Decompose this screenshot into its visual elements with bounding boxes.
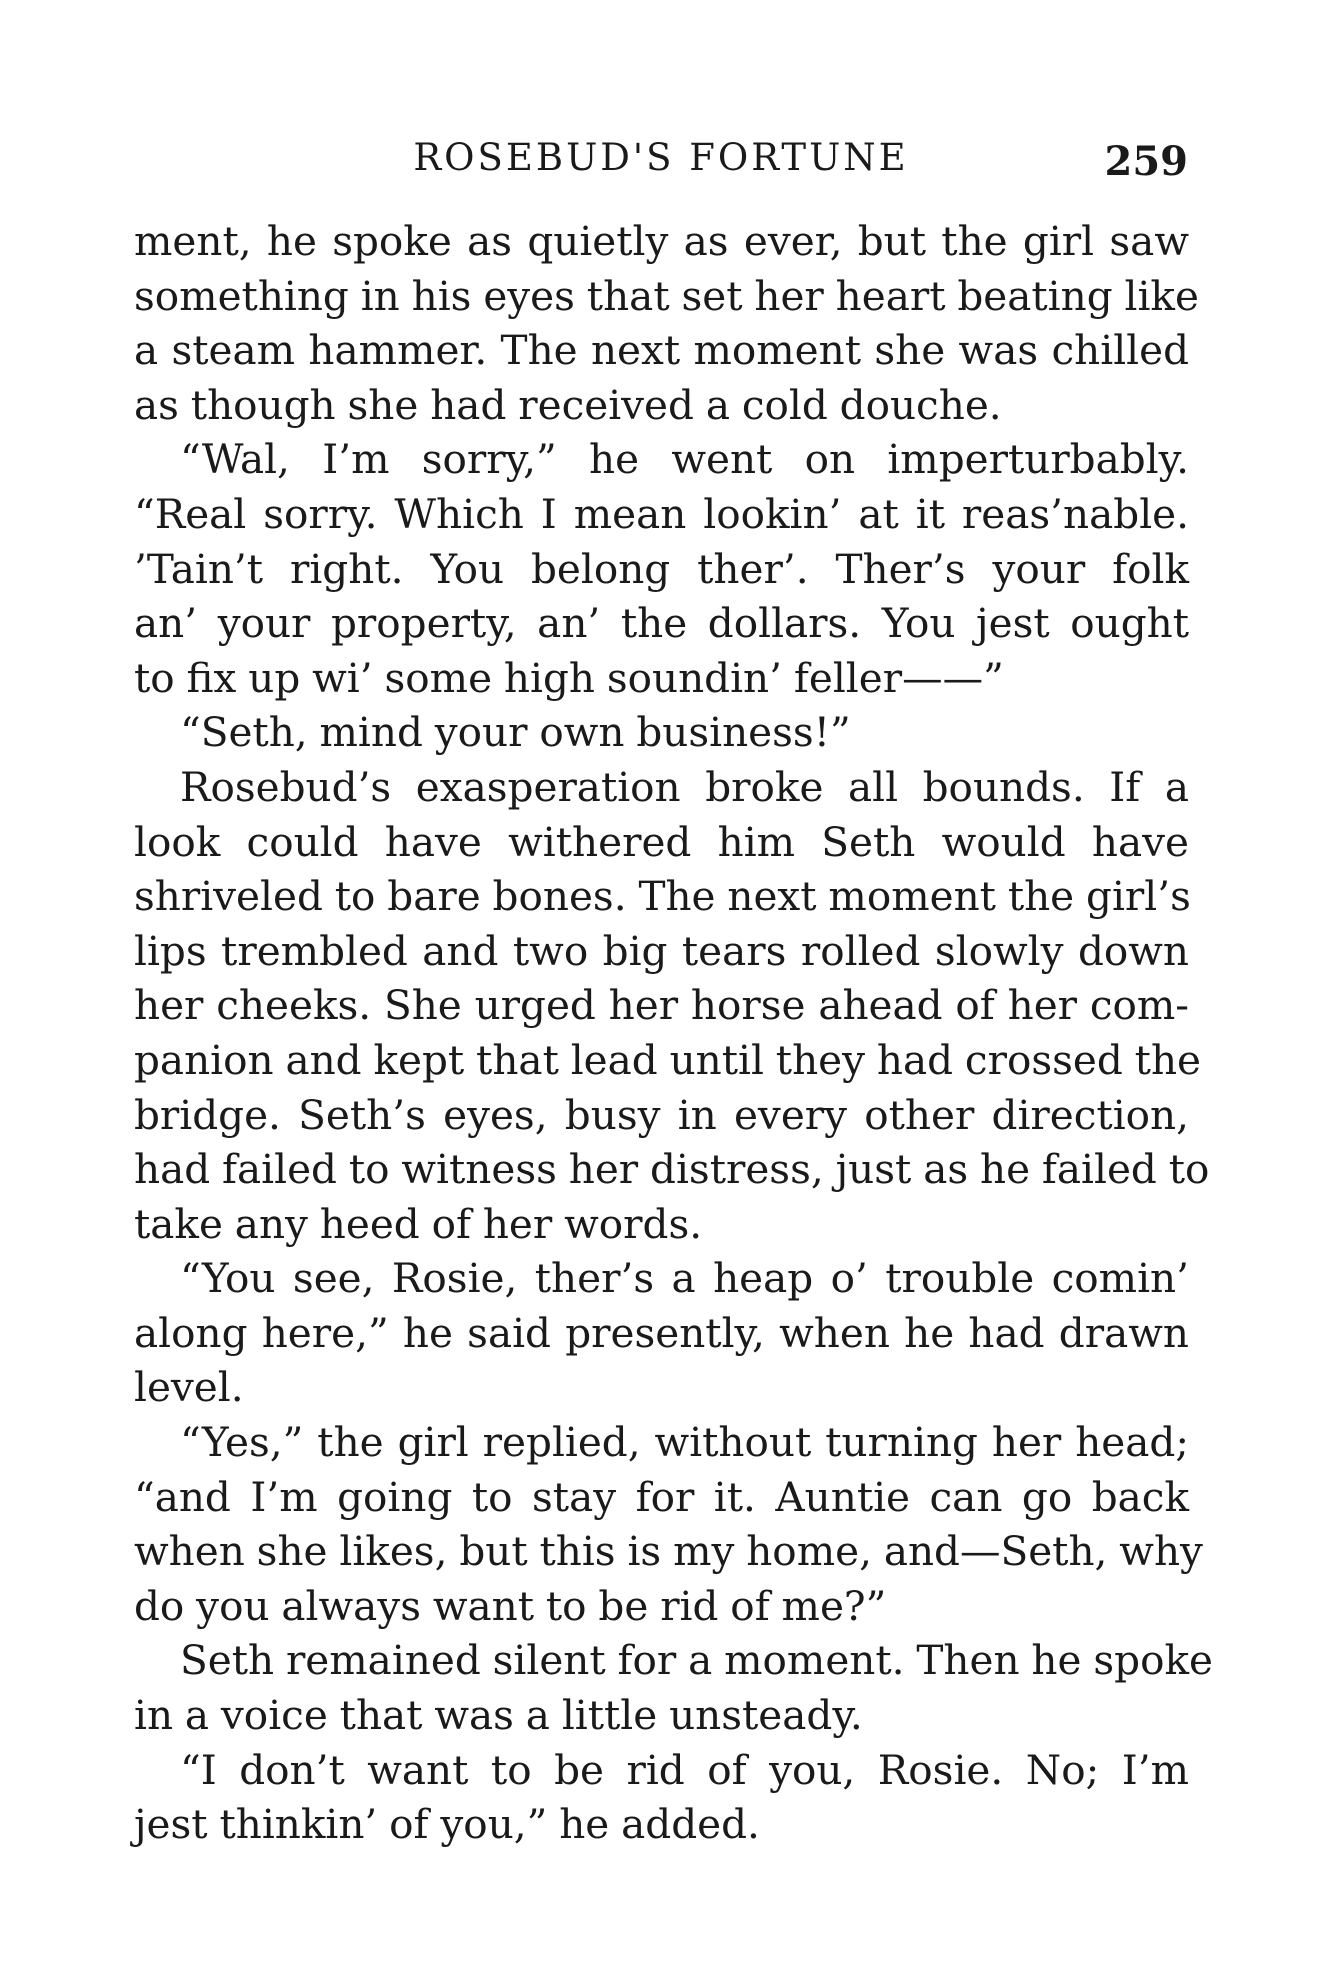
text-line: lips trembled and two big tears rolled slowly down — [134, 926, 1189, 975]
body-text — [134, 214, 1213, 1852]
text-line: in a voice that was a little unsteady. — [134, 1691, 863, 1740]
text-line: “Real sorry. Which I mean lookin’ at it reas’nable. — [134, 489, 1189, 538]
running-head — [134, 128, 1188, 188]
text-line: “and I’m going to stay for it. Auntie can go back — [134, 1472, 1189, 1521]
text-line: when she likes, but this is my home, and—Seth, why — [134, 1527, 1203, 1576]
text-line: level. — [134, 1363, 244, 1412]
text-line: something in his eyes that set her heart beating like — [134, 271, 1199, 320]
text-line: bridge. Seth’s eyes, busy in every other direction, — [134, 1090, 1189, 1139]
text-line: do you always want to be rid of me?” — [134, 1581, 887, 1630]
text-line: ment, he spoke as quietly as ever, but the girl saw — [134, 217, 1189, 265]
text-line: take any heed of her words. — [134, 1199, 703, 1248]
text-line: as though she had received a cold douche. — [134, 380, 1002, 429]
text-line: panion and kept that lead until they had crossed the — [134, 1035, 1201, 1084]
page-number: 259 — [1104, 138, 1188, 185]
text-line: “Yes,” the girl replied, without turning her head; — [180, 1418, 1189, 1467]
text-line: to fix up wi’ some high soundin’ feller——” — [134, 653, 1004, 702]
text-line: “Wal, I’m sorry,” he went on imperturbably. — [180, 435, 1189, 484]
text-line: jest thinkin’ of you,” he added. — [134, 1800, 760, 1849]
text-line: an’ your property, an’ the dollars. You jest ought — [134, 599, 1189, 648]
text-line: ’Tain’t right. You belong ther’. Ther’s your folk — [134, 544, 1189, 593]
text-line: look could have withered him Seth would have — [134, 817, 1189, 866]
text-line: along here,” he said presently, when he had drawn — [134, 1308, 1189, 1357]
text-line: a steam hammer. The next moment she was chilled — [134, 326, 1189, 375]
text-line: Rosebud’s exasperation broke all bounds. If a — [180, 762, 1189, 811]
text-line: her cheeks. She urged her horse ahead of her com- — [134, 981, 1189, 1030]
text-line: “You see, Rosie, ther’s a heap o’ trouble comin’ — [180, 1254, 1189, 1303]
running-title: ROSEBUD'S FORTUNE — [413, 136, 909, 179]
text-line: shriveled to bare bones. The next moment the girl’s — [134, 872, 1191, 921]
text-line: “Seth, mind your own business!” — [180, 708, 851, 757]
text-line: Seth remained silent for a moment. Then he spoke — [180, 1636, 1213, 1685]
text-line: “I don’t want to be rid of you, Rosie. No; I’m — [180, 1745, 1189, 1794]
text-line: had failed to witness her distress, just as he failed to — [134, 1145, 1210, 1194]
